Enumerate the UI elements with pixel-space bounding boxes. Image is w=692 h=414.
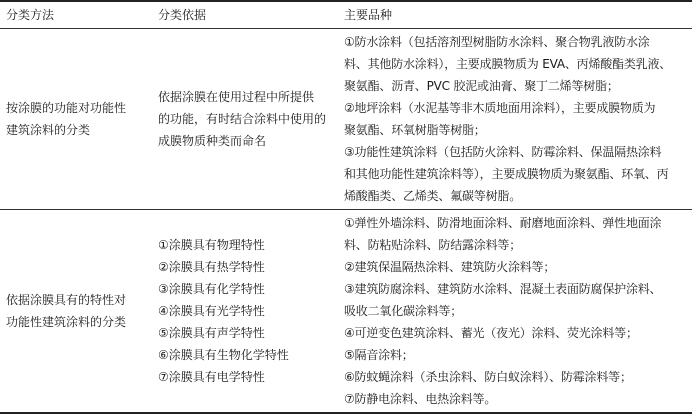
variety-line: ②建筑保温隔热涂料、建筑防火涂料等； xyxy=(344,259,556,274)
basis-line: ①涂膜具有物理特性 xyxy=(158,237,265,252)
basis-line: ⑦涂膜具有电学特性 xyxy=(158,369,265,384)
header-method: 分类方法 xyxy=(0,1,152,28)
variety-line: ③建筑防腐涂料、建筑防水涂料、混凝土表面防腐保护涂料、 xyxy=(344,281,662,296)
variety-line: 料、其他防水涂料），主要成膜物质为 EVA、丙烯酸酯类乳液、 xyxy=(344,56,672,71)
variety-line: ②地坪涂料（水泥基等非木质地面用涂料），主要成膜物质为 xyxy=(344,100,656,115)
varieties-cell xyxy=(338,28,692,209)
variety-line: 聚氨酯、环氧树脂等树脂； xyxy=(344,122,486,137)
basis-line: ⑤涂膜具有声学特性 xyxy=(158,325,265,340)
variety-line: 烯酸酯类、乙烯类、氟碳等树脂。 xyxy=(344,188,522,203)
variety-line: 料、防粘贴涂料、防结露涂料等； xyxy=(344,237,522,252)
variety-line: ④可逆变色建筑涂料、蓄光（夜光）涂料、荧光涂料等； xyxy=(344,325,638,340)
variety-line: ⑥防蚊蝇涂料（杀虫涂料、防白蚁涂料）、防霉涂料等； xyxy=(344,369,632,384)
basis-cell xyxy=(152,209,338,413)
basis-line: 的功能，有时结合涂料中使用的 xyxy=(158,111,327,126)
table-row xyxy=(0,209,692,413)
method-cell xyxy=(0,28,152,209)
basis-line: ②涂膜具有热学特性 xyxy=(158,259,265,274)
variety-line: ⑤隔音涂料； xyxy=(344,347,414,362)
method-line: 功能性建筑涂料的分类 xyxy=(6,314,127,329)
basis-line: 成膜物质种类而命名 xyxy=(158,133,267,148)
header-row xyxy=(0,1,692,28)
variety-line: ①弹性外墙涂料、防滑地面涂料、耐磨地面涂料、弹性地面涂 xyxy=(344,215,662,230)
header-varieties: 主要品种 xyxy=(338,1,692,28)
varieties-cell xyxy=(338,209,692,413)
basis-line: ⑥涂膜具有生物化学特性 xyxy=(158,347,289,362)
basis-line: ③涂膜具有化学特性 xyxy=(158,281,265,296)
basis-line: 依据涂膜在使用过程中所提供 xyxy=(158,89,315,104)
table-row xyxy=(0,28,692,209)
variety-line: ③功能性建筑涂料（包括防火涂料、防霉涂料、保温隔热涂料 xyxy=(344,144,662,159)
method-cell xyxy=(0,209,152,413)
variety-line: ⑦防静电涂料、电热涂料等。 xyxy=(344,391,497,406)
method-line: 依据涂膜具有的特性对 xyxy=(6,292,127,307)
variety-line: ①防水涂料（包括溶剂型树脂防水涂料、聚合物乳液防水涂 xyxy=(344,34,650,49)
basis-cell xyxy=(152,28,338,209)
basis-line: ④涂膜具有光学特性 xyxy=(158,303,265,318)
header-basis: 分类依据 xyxy=(152,1,338,28)
variety-line: 和其他功能性建筑涂料等），主要成膜物质为聚氨酯、环氧、丙 xyxy=(344,166,669,181)
variety-line: 吸收二氧化碳涂料等； xyxy=(344,303,463,318)
method-line: 按涂膜的功能对功能性 xyxy=(6,100,127,115)
variety-line: 聚氨酯、沥青、PVC 胶泥或油膏、聚丁二烯等树脂； xyxy=(344,78,619,93)
method-line: 建筑涂料的分类 xyxy=(6,122,91,137)
